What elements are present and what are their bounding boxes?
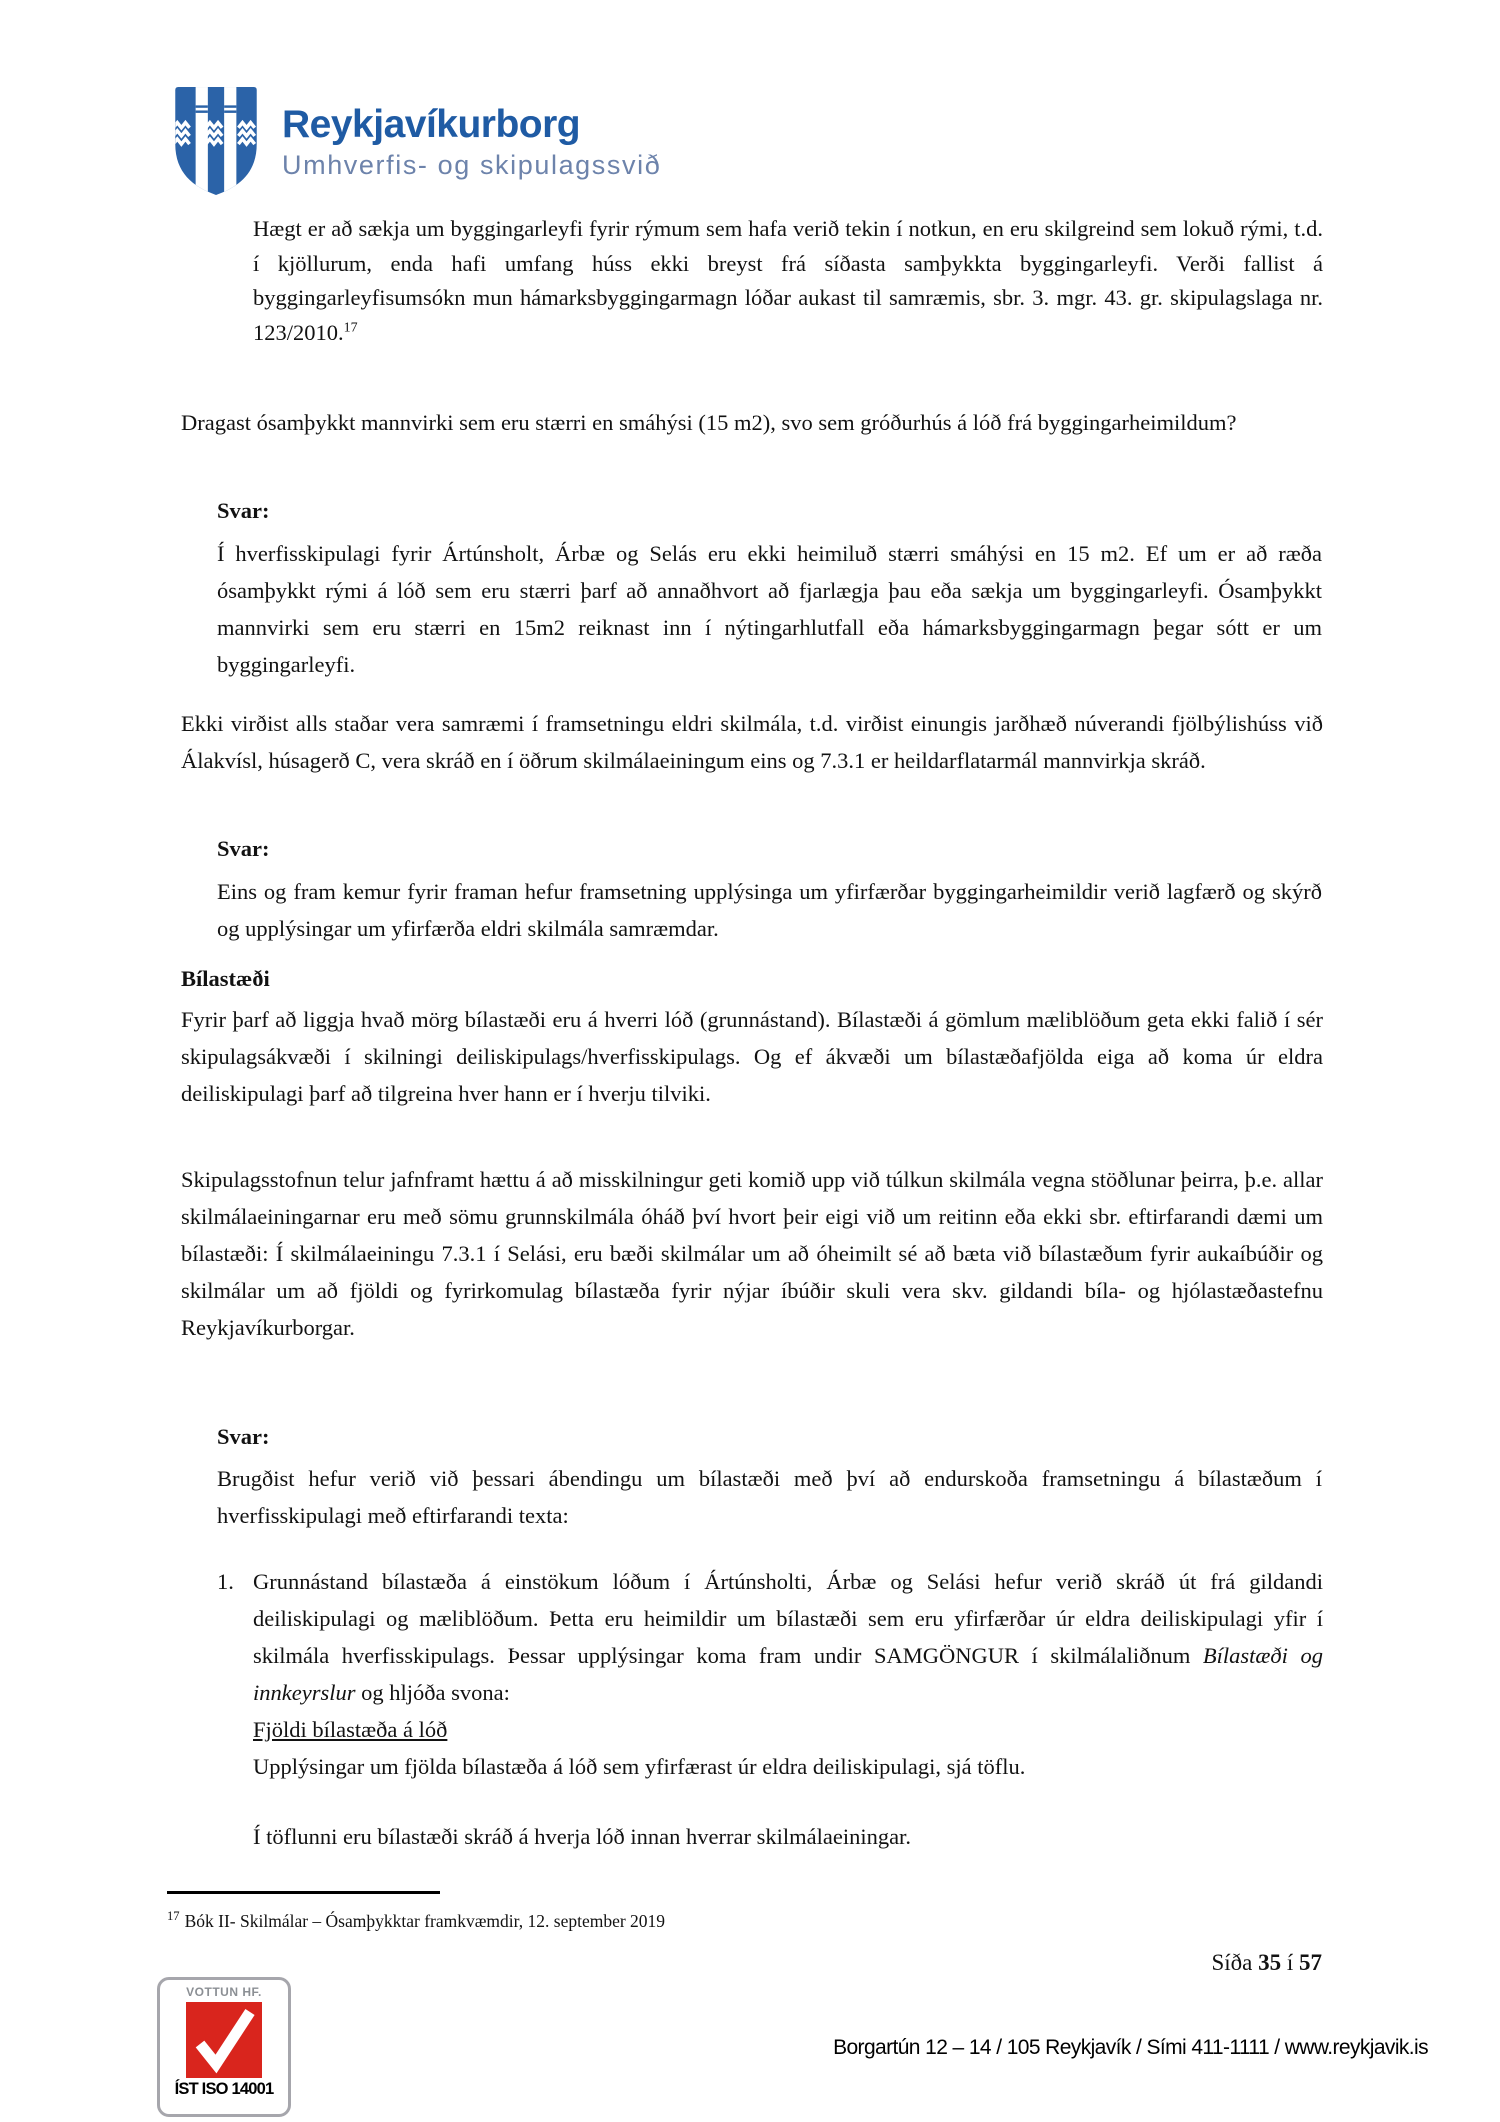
footnote-text: Bók II- Skilmálar – Ósamþykktar framkvæmdir, 12. september 2019 [184,1910,666,1931]
answer-2: Eins og fram kemur fyrir framan hefur framsetning upplýsinga um yfirfærðar byggingarheimildir verið lagfærð og skýrð og upplýsingar um yfirfærða eldri skilmála samræmdar. [217,879,1322,941]
closing-paragraph: Í töflunni eru bílastæði skráð á hverja lóð innan hverrar skilmálaeiningar. [253,1824,911,1849]
badge-vottun-label: VOTTUN HF. [186,1985,262,1999]
footnote-separator [167,1891,440,1894]
intro-paragraph-text: Hægt er að sækja um byggingarleyfi fyrir rýmum sem hafa verið tekin í notkun, en eru skilgreind sem lokuð rými, t.d. í kjöllurum, enda hafi umfang húss ekki breyst frá síðasta samþykkta byggingarleyfi. Verði fallist á byggingarleyfisumsókn mun hámarksbyggingarmagn lóðar aukast til samræmis, sbr. 3. mgr. 43. gr. skipulagslaga nr. 123/2010. [253,216,1323,345]
svar-label-3: Svar: [217,1424,270,1449]
page-indicator-separator: í [1281,1950,1299,1975]
question-2: Ekki virðist alls staðar vera samræmi í framsetningu eldri skilmála, t.d. virðist einungis jarðhæð núverandi fjölbýlishúss við Álakvísl, húsagerð C, vera skráð en í öðrum skilmálaeiningum eins og 7.3.1 er heildarflatarmál mannvirkja skráð. [181,711,1323,773]
underlined-subheading: Fjöldi bílastæða á lóð [253,1717,448,1742]
footnote-number: 17 [167,1909,180,1923]
list-item-1 [217,1563,1323,1785]
intro-paragraph [253,212,1323,350]
list-item-text: Grunnástand bílastæða á einstökum lóðum í Ártúnsholti, Árbæ og Selási hefur verið skráð út frá gildandi deiliskipulagi og mæliblöðum. Þetta eru heimildir um bílastæði sem eru yfirfærðar úr eldra deiliskipulagi yfir í skilmála hverfisskipulags. Þessar upplýsingar koma fram undir SAMGÖNGUR í skilmálaliðnum [253,1569,1323,1668]
list-item-number: 1. [217,1569,234,1594]
svar-label-1: Svar: [217,498,270,523]
checkmark-icon [186,2002,262,2078]
list-item-body [253,1563,1323,1785]
page-indicator-prefix: Síða [1211,1950,1259,1975]
dept-name: Umhverfis- og skipulagssvið [282,149,662,180]
reykjavik-coat-of-arms-icon [170,85,262,197]
footnote-reference-17: 17 [343,320,358,335]
badge-iso-label: ÍST ISO 14001 [174,2080,274,2098]
answer-1: Í hverfisskipulagi fyrir Ártúnsholt, Árbæ og Selás eru ekki heimiluð stærri smáhýsi en 15 m2. Ef um er að ræða ósamþykkt rými á lóð sem eru stærri þarf að annaðhvort að fjarlægja þau eða sækja um byggingarleyfi. Ósamþykkt mannvirki sem eru stærri en 15m2 reiknast inn í nýtingarhlutfall eða hámarksbyggingarmagn þegar sótt er um byggingarleyfi. [217,541,1322,677]
org-logo [170,85,661,197]
page-current: 35 [1258,1950,1282,1975]
footer-address: Borgartún 12 – 14 / 105 Reykjavík / Sími 411-1111 / www.reykjavik.is [833,2036,1428,2059]
section-heading-bilastaedi: Bílastæði [181,966,270,991]
org-name: Reykjavíkurborg [282,103,581,146]
iso-certification-badge [157,1977,291,2117]
page-total: 57 [1299,1950,1322,1975]
question-1: Dragast ósamþykkt mannvirki sem eru stærri en smáhýsi (15 m2), svo sem gróðurhús á lóð frá byggingarheimildum? [181,410,1237,435]
svar-label-2: Svar: [217,836,270,861]
list-item-italic-phrase: Bílastæði og innkeyrslur [253,1643,1323,1705]
list-item-detail: Upplýsingar um fjölda bílastæða á lóð sem yfirfærast úr eldra deiliskipulagi, sjá töflu. [253,1754,1026,1779]
bilastaedi-paragraph-2: Skipulagsstofnun telur jafnframt hættu á að misskilningur geti komið upp við túlkun skilmála vegna stöðlunar þeirra, þ.e. allar skilmálaeiningarnar eru með sömu grunnskilmála óháð því hvort þeir eigi við um reitinn eða ekki sbr. eftirfarandi dæmi um bílastæði: Í skilmálaeiningu 7.3.1 í Selási, eru bæði skilmálar um að óheimilt sé að bæta við bílastæðum fyrir aukaíbúðir og skilmálar um að fjöldi og fyrirkomulag bílastæða fyrir nýjar íbúðir skuli vera skv. gildandi bíla- og hjólastæðastefnu Reykjavíkurborgar. [181,1167,1323,1340]
bilastaedi-paragraph-1: Fyrir þarf að liggja hvað mörg bílastæði eru á hverri lóð (grunnástand). Bílastæði á gömlum mæliblöðum geta ekki falið í sér skipulagsákvæði í skilningi deiliskipulags/hverfisskipulags. Og ef ákvæði um bílastæðafjölda eiga að koma úr eldra deiliskipulagi þarf að tilgreina hver hann er í hverju tilviki. [181,1007,1323,1106]
footnote [167,1904,665,1933]
org-logo-text [282,85,661,181]
list-item-text-after: og hljóða svona: [355,1680,510,1705]
page-indicator [1211,1950,1322,1976]
answer-3: Brugðist hefur verið við þessari ábendingu um bílastæði með því að endurskoða framsetningu á bílastæðum í hverfisskipulagi með eftirfarandi texta: [217,1466,1322,1528]
